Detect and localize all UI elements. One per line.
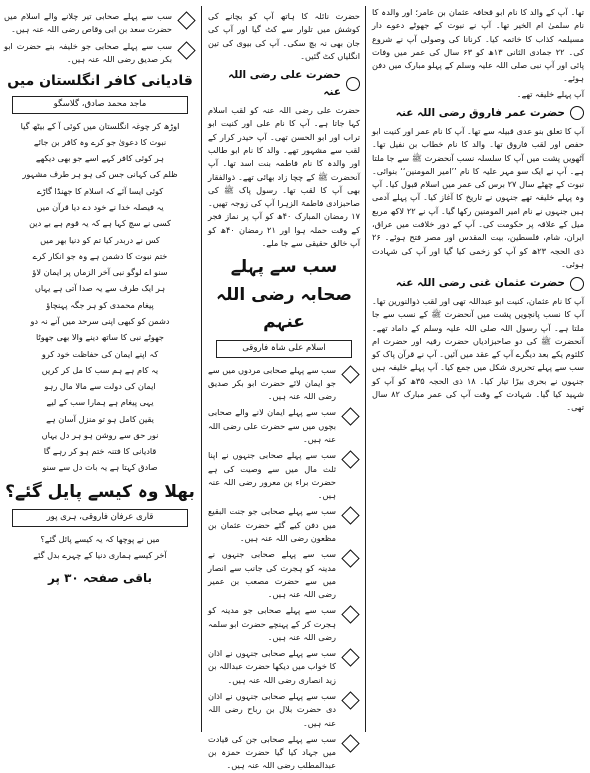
qa-item — [208, 364, 360, 404]
qa-text: سب سے پہلے صحابی جو جنت البقیع میں دفن کیے گئے حضرت عثمان بن مظعون رضی اللہ عنہ ہیں۔ — [208, 506, 336, 543]
diamond-bullet-icon — [341, 451, 359, 469]
qa-item — [208, 647, 360, 687]
caliph-intro-text: تھا۔ آپ کے والد کا نام ابو قحافہ عثمان بن عامر؛ اور والدہ کا نام سلمیٰ ام الخیر تھا۔ آپ نے نبوت کے جھوٹے دعوے دار مسیلمہ کذاب کا خاتمہ کیا۔ کرنانا کی وصولی آپ نے شروع کی۔ ۲۲ جمادی الثانی ۱۳ھ کو ۶۳ سال کی عمر میں وفات پائی اور آپ نبی صلی اللہ علیہ وسلم کے پہلو مبارک میں دفن ہوئے۔ — [372, 7, 584, 84]
poem-line: یہ کام ہے ہم سب کا مل کر کریں — [41, 364, 159, 375]
diamond-bullet-icon — [341, 408, 359, 426]
section-heading-umar — [372, 105, 584, 122]
qa-text: سب سے پہلے ایمان لانے والے صحابی بچوں میں سے حضرت علی رضی اللہ عنہ ہیں۔ — [208, 407, 336, 444]
qa-text: سب سے پہلے صحابی جو مدینہ کو ہجرت کر کے پہنچے حضرت ابو سلمہ رضی اللہ عنہ ہیں۔ — [208, 605, 336, 642]
qa-text: سب سے پہلے صحابی جنہوں نے اذان دی حضرت بلال بن رباح رضی اللہ عنہ ہیں۔ — [208, 691, 336, 728]
poem-line: اوڑھ کر چوغہ انگلستان میں کوئی آ کے بیٹھ گیا — [20, 120, 180, 131]
poem-line: قادیانی کا فتنہ ختم ہو کر رہے گا — [43, 446, 157, 457]
poem — [4, 120, 196, 475]
qa-item — [208, 604, 360, 644]
heading-text: حضرت عثمان غنی رضی اللہ عنہ — [395, 277, 565, 290]
diamond-bullet-icon — [341, 507, 359, 525]
poem-line: جھوٹے نبی کا ساتھ دینے والا بھی جھوٹا — [36, 332, 164, 343]
poem-line: ہر ایک طرف سے یہ صدا آتی ہے یہاں — [34, 283, 166, 294]
poem-line: کہ اپنے ایمان کی حفاظت خود کرو — [41, 348, 159, 359]
column-left — [0, 0, 200, 738]
diamond-bullet-icon — [341, 649, 359, 667]
heading-text: حضرت عمر فاروق رضی اللہ عنہ — [395, 106, 565, 119]
umar-bio-text: آپ کا تعلق بنو عدی قبیلہ سے تھا۔ آپ کا نام عمر اور کنیت ابو حفص اور لقب فاروق تھا۔ والد کا نام خطاب بن نفیل تھا۔ آٹھویں پشت میں آپ کا سلسلہ نسب آنحضرت ﷺ سے جا ملتا ہے۔ آپ نے ایک سو مہر علیہ کا نام ’’امیر المومنین‘‘ بنوائی۔ نبوت کے چھٹے سال ۲۷ برس کی عمر میں اسلام قبول کیا۔ آپ وہ پہلے خلیفہ تھے جنہوں نے تاریخ کا آغاز کیا۔ آپ پہلے آدمی ہیں جنہوں نے نام امیر المومنین رکھا گیا۔ آپ نے ۲۲ لاکھ مربع میل کے علاقہ پر حکومت کی۔ آپ کے دور خلافت میں عراق، ایران، شام، فلسطین، بیت المقدس اور مصر فتح ہوئے۔ ۲۶ ذی الحجہ ۲۳ھ کو آپ کو زخمی کیا گیا اور آپ کی شہادت ہوئی۔ — [372, 125, 585, 269]
qa-text: سب سے پہلے صحابی تیر چلانے والے اسلام میں حضرت سعد بن ابی وقاص رضی اللہ عنہ ہیں۔ — [4, 11, 172, 35]
section-heading-usman — [372, 275, 584, 292]
poem-line: ختم نبوت کا دشمن ہے وہ جو انکار کرے — [32, 250, 168, 261]
caliph-intro-tail: آپ پہلے خلیفہ تھے۔ — [516, 88, 584, 99]
diamond-bullet-icon — [177, 11, 195, 29]
poem-line: کوئی ایسا آئے کہ اسلام کا جھنڈا گاڑے — [36, 185, 164, 196]
circle-bullet-icon — [570, 106, 584, 120]
poem-byline: قاری عرفان فاروقی، ہری پور — [12, 509, 188, 527]
poem-title: بھلا وہ کیسے پایل گئے؟ — [5, 481, 195, 502]
qa-item — [4, 10, 196, 37]
qa-text: سب سے پہلے صحابی جنہوں نے اپنا ثلث مال میں سے وصیت کی ہے حضرت براء بن معرور رضی اللہ عنہ ہیں۔ — [208, 450, 336, 501]
diamond-bullet-icon — [177, 41, 195, 59]
qa-item — [208, 548, 360, 601]
qa-text: سب سے پہلے صحابی جن کی قیادت میں جہاد کیا گیا حضرت حمزہ بن عبدالمطلب رضی اللہ عنہ ہیں۔ — [208, 733, 336, 771]
poem-line: کس نے دربدر کیا تم کو دنیا بھر میں — [40, 234, 160, 245]
circle-bullet-icon — [570, 277, 584, 291]
diamond-bullet-icon — [341, 365, 359, 383]
poem-line: ظلم کی کہانی جس کی ہو ہر طرف مشہور — [22, 169, 178, 180]
column-divider — [201, 6, 202, 732]
article-title: سب سے پہلے صحابہ رضی اللہ عنہم — [216, 257, 352, 333]
circle-bullet-icon — [346, 77, 360, 91]
poem-line: نور حق سے روشن ہو ہر دل یہاں — [41, 429, 159, 440]
diamond-bullet-icon — [341, 606, 359, 624]
poem-title: قادیانی کافر انگلستان میں — [7, 73, 193, 90]
poem — [4, 533, 196, 563]
paragraph-text: حضرت نائلہ کا ہاتھ آپ کو بچانے کی کوشش میں تلوار سے کٹ گیا اور آپ کی جان بھی نہ بچ سکی۔ آپ کی بیوی کی تین انگلیاں کٹ گئیں۔ — [208, 11, 360, 61]
qa-list — [208, 364, 360, 773]
poem-line: صادق کہتا ہے یہ بات دل سے سنو — [42, 462, 158, 473]
column-divider — [365, 6, 366, 732]
qa-item — [208, 406, 360, 446]
column-right — [368, 0, 590, 738]
poem-line: کسی نے سچ کہا ہے کہ یہ قوم ہے بے دین — [29, 218, 171, 229]
poem-line: یہی پیغام ہے ہمارا سب کے لیے — [46, 397, 154, 408]
article-byline: اسلام علی شاہ فاروقی — [216, 340, 352, 358]
qa-list — [4, 10, 196, 66]
poem-line: ایمان کی دولت سے مالا مال رہو — [44, 381, 156, 392]
qa-item — [4, 40, 196, 67]
qa-text: سب سے پہلے صحابی جنہوں نے اذان کا خواب میں دیکھا حضرت عبداللہ بن زید انصاری رضی اللہ عنہ ہیں۔ — [208, 648, 336, 685]
usman-bio-text: آپ کا نام عثمان، کنیت ابو عبداللہ تھی اور لقب ذوالنورین تھا۔ آپ کا نسب پانچویں پشت میں آنحضرت ﷺ کے نسب سے جا ملتا ہے۔ آپ رسول اللہ صلی اللہ علیہ وسلم کے داماد تھے۔ آنحضرت ﷺ کی دو صاحبزادیاں حضرت رقیہ اور حضرت ام کلثوم یکے بعد دیگرے آپ کے عقد میں آئیں۔ آپ نے قرآن پاک کو سب سے پہلے تحریری شکل میں جمع کیا۔ آپ پہلے خلیفہ ہیں جنہوں نے بحری بیڑا تیار کیا۔ ۱۸ ذی الحجہ ۳۵ھ کو آپ کو شہید کیا گیا۔ شہادت کے وقت آپ کی عمر مبارک ۸۲ سال تھی۔ — [372, 296, 585, 413]
poem-line: یہ فیصلہ خدا نے خود دے دیا قرآن میں — [36, 201, 164, 212]
diamond-bullet-icon — [341, 691, 359, 709]
poem-line: آخر کیسے ہماری دنیا کے چہرے بدل گئے — [33, 550, 167, 561]
poem-line: نبوت کا دعویٰ جو کرے وہ کافر بن جائے — [33, 136, 167, 147]
continued-note: باقی صفحہ ۳۰ پر — [47, 570, 153, 585]
poem-line: دشمن کو کبھی اپنی سرحد میں آنے نہ دو — [30, 315, 170, 326]
ali-bio-text: حضرت علی رضی اللہ عنہ کو لقب اسلام کہا جاتا ہے۔ آپ کا نام علی اور کنیت ابو تراب اور ابو الحسن تھی۔ آپ حیدر کرار کے لقب سے مشہور تھے۔ والد کا نام ابو طالب اور والدہ کا نام فاطمہ بنت اسد تھا۔ آپ آنحضرت ﷺ کے چچا زاد بھائی تھے۔ ذوالفقار بھی آپ کا لقب تھا۔ رسول پاک ﷺ کی صاحبزادی فاطمۃ الزہرا آپ کی زوجہ تھیں۔ ۱۷ رمضان المبارک ۴۰ھ کو آپ پر نماز فجر کے وقت حملہ ہوا اور ۲۱ رمضان ۴۰ھ کو آپ خالق حقیقی سے جا ملے۔ — [208, 105, 360, 248]
diamond-bullet-icon — [341, 550, 359, 568]
qa-text: سب سے پہلے صحابی جنہوں نے مدینہ کو ہجرت کی جانب سے انصار میں سے حضرت مصعب بن عمیر رضی اللہ عنہ ہیں۔ — [208, 549, 336, 600]
qa-item — [208, 690, 360, 730]
diamond-bullet-icon — [341, 734, 359, 752]
poem-line: میں نے پوچھا کہ یہ کیسے پائل گئے؟ — [40, 534, 160, 545]
qa-item — [208, 733, 360, 773]
column-middle — [204, 0, 364, 771]
section-heading-ali — [208, 67, 360, 101]
poem-line: ہر کوئی کافر کہے اسے جو بھی دیکھے — [35, 153, 165, 164]
qa-item — [208, 505, 360, 545]
qa-text: سب سے پہلے صحابی مردوں میں سے جو ایمان لائے حضرت ابو بکر صدیق رضی اللہ عنہ ہیں۔ — [208, 364, 336, 402]
poem-line: پیغام محمدی کو ہر جگہ پہنچاؤ — [46, 299, 154, 310]
qa-item — [208, 449, 360, 502]
poem-line: یقین کامل ہو تو منزل آسان ہے — [46, 413, 154, 424]
poem-byline: ماجد محمد صادق، گلاسگو — [12, 96, 188, 114]
poem-line: سنو اے لوگو نبی آخر الزماں پر ایمان لاؤ — [32, 267, 168, 278]
heading-text: حضرت علی رضی اللہ عنہ — [228, 69, 341, 99]
qa-text: سب سے پہلے صحابی جو خلیفہ بنے حضرت ابو بکر صدیق رضی اللہ عنہ ہیں۔ — [4, 40, 172, 64]
